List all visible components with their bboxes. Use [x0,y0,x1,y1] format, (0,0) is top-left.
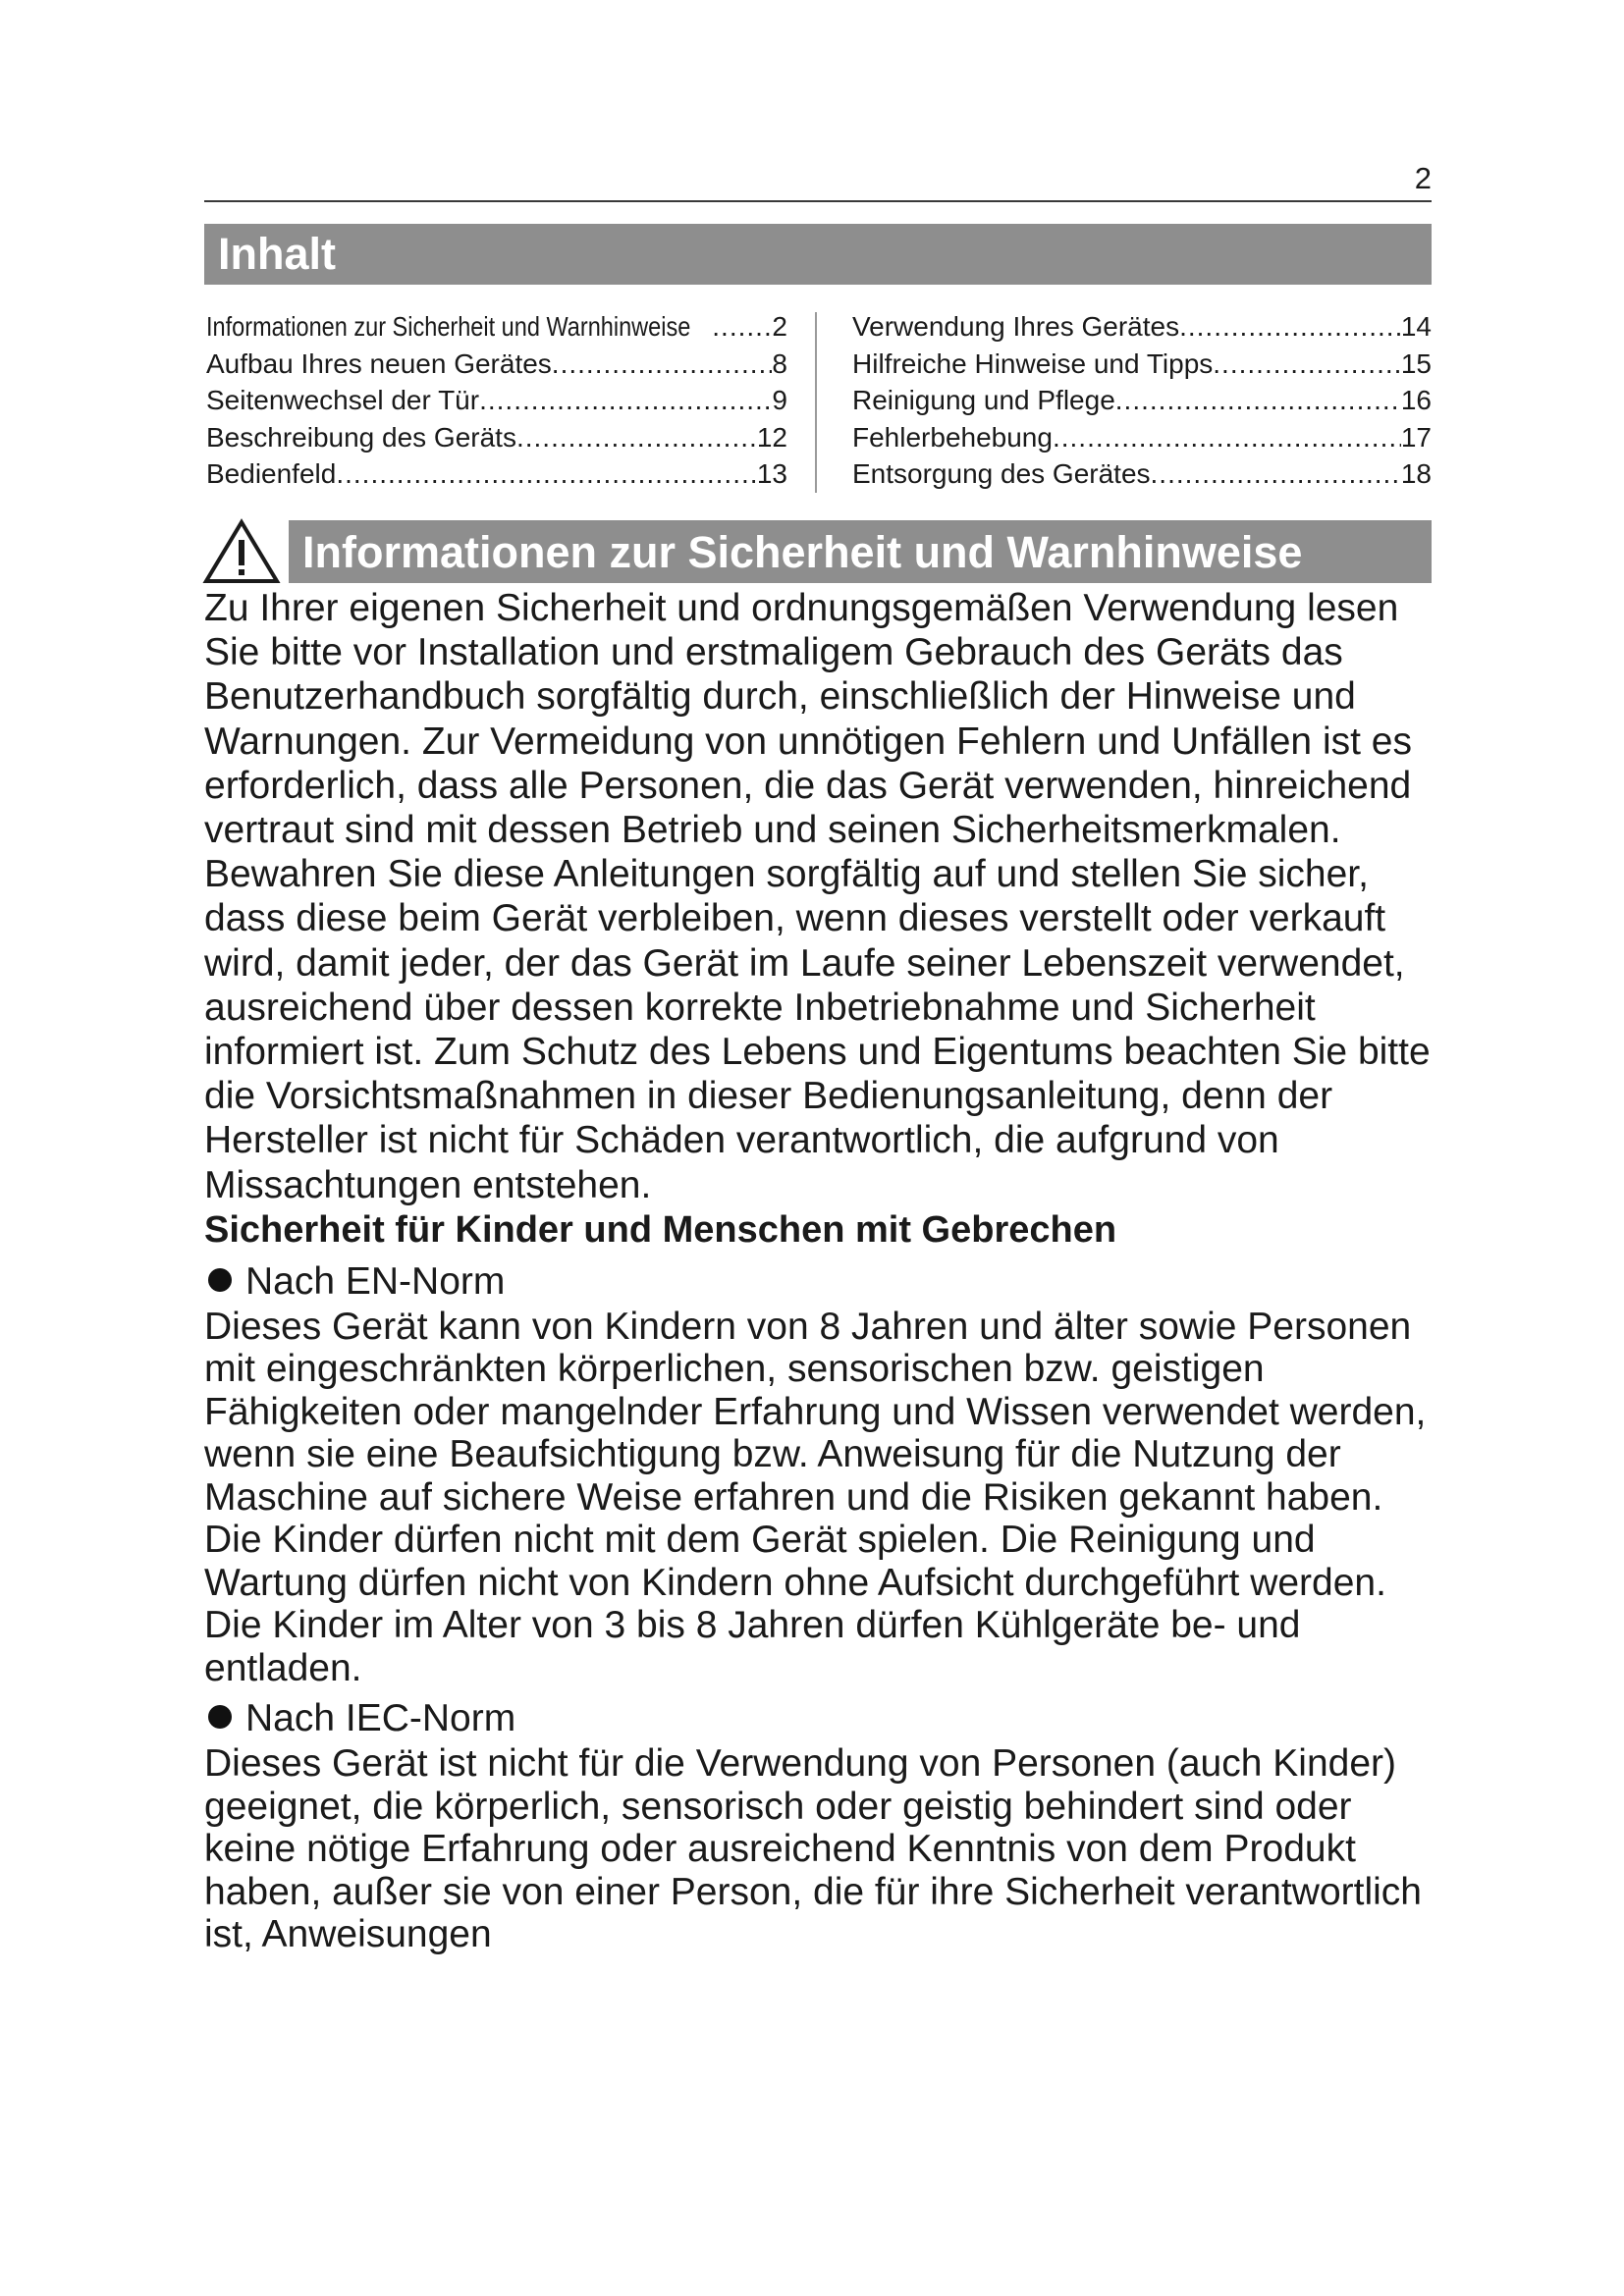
toc-leader [552,346,773,383]
toc-entry-title: Reinigung und Pflege [852,385,1115,416]
toc-entry-page: 17 [1400,421,1432,453]
toc-leader [1213,346,1401,383]
bullet-icon [208,1268,232,1292]
toc-entry[interactable] [852,455,1432,493]
toc-leader [336,455,757,493]
children-safety-heading: Sicherheit für Kinder und Menschen mit Gebrechen [204,1208,1117,1251]
toc-leader [1115,382,1401,419]
table-of-contents [204,308,1432,495]
safety-body [204,586,1443,1956]
toc-entry-page: 12 [756,421,787,453]
toc-entry-page: 2 [772,311,787,342]
toc-entry-page: 18 [1400,458,1432,490]
toc-entry[interactable] [206,419,787,456]
toc-entry[interactable] [852,382,1432,419]
toc-leader [712,308,772,346]
toc-right-column [852,308,1432,493]
toc-entry[interactable] [852,308,1432,346]
warning-triangle-icon [202,518,281,585]
iec-norm-paragraph: Dieses Gerät ist nicht für die Verwendung von Personen (auch Kinder) geeignet, die körperlich, sensorisch oder geistig behindert sind oder keine nötige Erfahrung oder ausreichend Kenntnis von dem Produkt haben, außer sie von einer Person, die für ihre Sicherheit verantwortlich ist, Anweisungen [204,1742,1422,1956]
toc-entry[interactable] [852,419,1432,456]
toc-entry-title: Seitenwechsel der Tür [206,385,480,416]
toc-entry[interactable] [206,382,787,419]
iec-norm-bullet [204,1695,1443,1742]
bullet-icon [208,1705,232,1729]
toc-entry[interactable] [206,346,787,383]
toc-entry-page: 13 [756,458,787,490]
iec-norm-label: Nach IEC-Norm [245,1697,516,1740]
toc-leader [1179,308,1401,346]
toc-leader [1053,419,1401,456]
toc-column-divider [815,312,817,493]
toc-entry-page: 9 [772,385,787,416]
toc-entry-page: 14 [1400,311,1432,342]
toc-entry[interactable] [206,308,787,346]
toc-entry-title: Entsorgung des Gerätes [852,458,1151,490]
page-number: 2 [1414,161,1432,195]
toc-entry-page: 15 [1400,347,1432,379]
toc-leader [1151,455,1401,493]
toc-left-column [206,308,787,493]
en-norm-paragraph-2: Die Kinder im Alter von 3 bis 8 Jahren dürfen Kühlgeräte be- und entladen. [204,1604,1301,1689]
toc-leader [516,419,757,456]
toc-entry-title: Beschreibung des Geräts [206,421,516,453]
toc-entry-page: 16 [1400,385,1432,416]
header-rule [204,200,1432,202]
toc-leader [479,382,772,419]
safety-intro-paragraph: Zu Ihrer eigenen Sicherheit und ordnungsgemäßen Verwendung lesen Sie bitte vor Installation und erstmaligem Gebrauch des Geräts das Benutzerhandbuch sorgfältig durch, einschließlich der Hinweise und Warnungen. Zur Vermeidung von unnötigen Fehlern und Unfällen ist es erforderlich, dass alle Personen, die das Gerät verwenden, hinreichend vertraut sind mit dessen Betrieb und seinen Sicherheitsmerkmalen. Bewahren Sie diese Anleitungen sorgfältig auf und stellen Sie sicher, dass diese beim Gerät verbleiben, wenn dieses verstellt oder verkauft wird, damit jeder, der das Gerät im Laufe seiner Lebenszeit verwendet, ausreichend über dessen korrekte Inbetriebnahme und Sicherheit informiert ist. Zum Schutz des Lebens und Eigentums beachten Sie bitte die Vorsichtsmaßnahmen in dieser Bedienungsanleitung, denn der Hersteller ist nicht für Schäden verantwortlich, die aufgrund von Missachtungen entstehen. [204,587,1431,1206]
toc-heading: Inhalt [204,224,1432,285]
toc-entry-title: Hilfreiche Hinweise und Tipps [852,347,1214,379]
en-norm-label: Nach EN-Norm [245,1259,506,1303]
toc-entry-title: Bedienfeld [206,458,337,490]
toc-entry-title: Informationen zur Sicherheit und Warnhinweise [206,311,691,342]
toc-entry[interactable] [852,346,1432,383]
en-norm-paragraph: Dieses Gerät kann von Kindern von 8 Jahren und älter sowie Personen mit eingeschränkten körperlichen, sensorischen bzw. geistigen Fähigkeiten oder mangelnder Erfahrung und Wissen verwendet werden, wenn sie eine Beaufsichtigung bzw. Anweisung für die Nutzung der Maschine auf sichere Weise erfahren und die Risiken gekannt haben. Die Kinder dürfen nicht mit dem Gerät spielen. Die Reinigung und Wartung dürfen nicht von Kindern ohne Aufsicht durchgeführt werden. [204,1305,1427,1604]
toc-entry-title: Verwendung Ihres Gerätes [852,311,1180,342]
en-norm-bullet [204,1258,1443,1306]
safety-heading: Informationen zur Sicherheit und Warnhinweise [289,520,1432,583]
toc-entry-page: 8 [772,347,787,379]
toc-entry[interactable] [206,455,787,493]
toc-entry-title: Fehlerbehebung [852,421,1053,453]
toc-entry-title: Aufbau Ihres neuen Gerätes [206,347,552,379]
